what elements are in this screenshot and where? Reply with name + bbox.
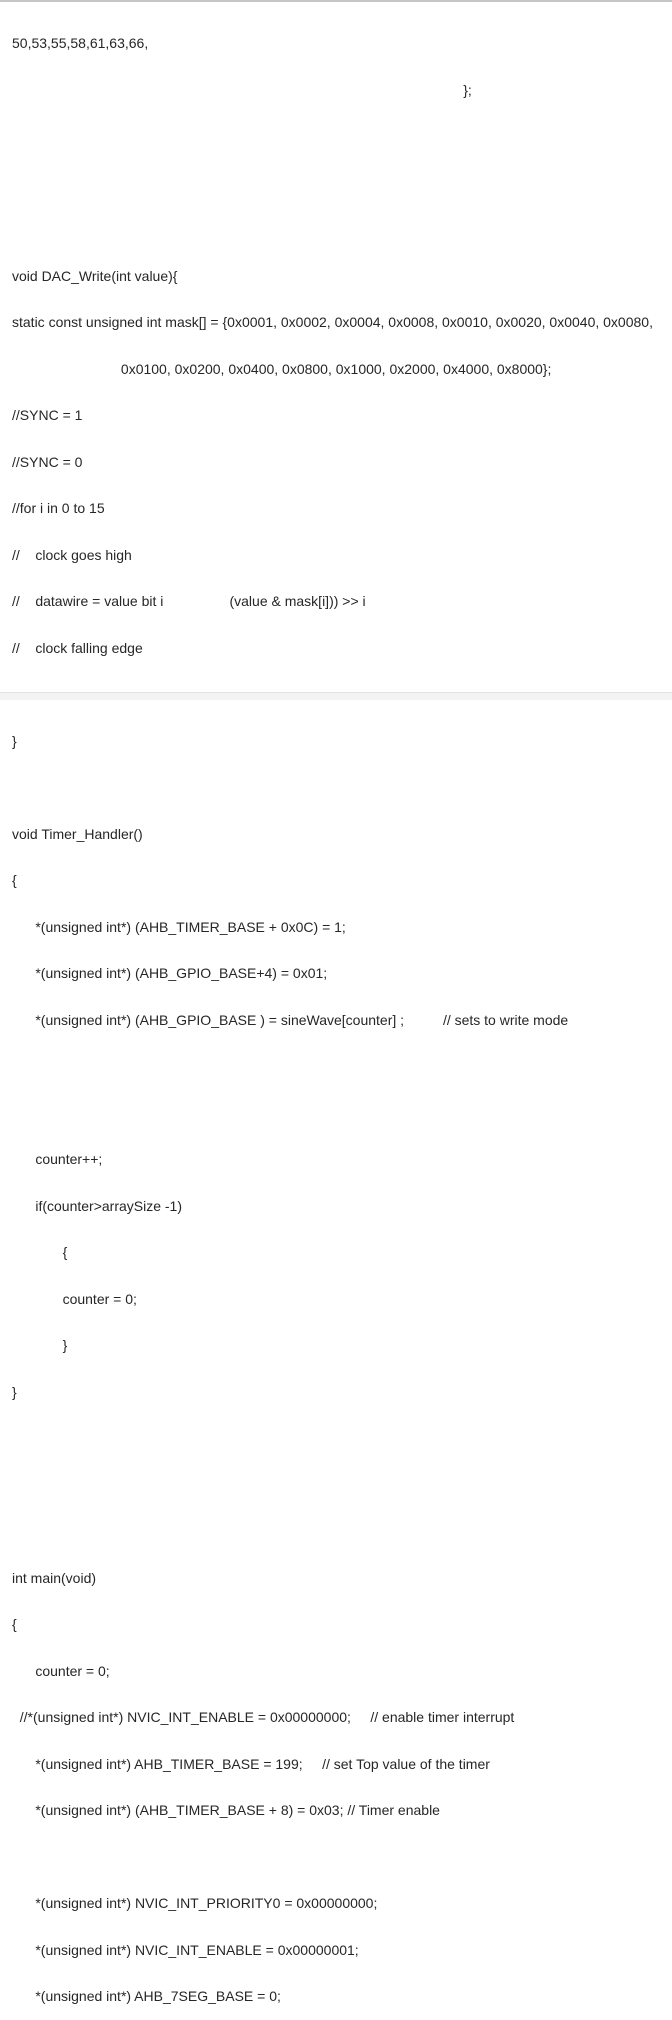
code-line: if(counter>arraySize -1) xyxy=(12,1197,183,1214)
code-line: } xyxy=(12,1337,68,1353)
code-line: { xyxy=(12,1244,68,1260)
code-line: //for i in 0 to 15 xyxy=(12,500,105,516)
code-line: *(unsigned int*) (AHB_TIMER_BASE + 0x0C) = 1; xyxy=(12,918,346,935)
code-line: } xyxy=(12,1383,17,1400)
code-line xyxy=(12,129,672,145)
code-line: // datawire = value bit i (value & mask[i])) >> i xyxy=(12,593,366,609)
code-line xyxy=(12,1059,672,1075)
code-line: counter = 0; xyxy=(12,1290,137,1307)
code-line xyxy=(12,1478,672,1494)
code-line: }; xyxy=(12,81,472,98)
code-line: *(unsigned int*) (AHB_GPIO_BASE ) = sineWave[counter] ; // sets to write mode xyxy=(12,1011,569,1028)
code-line: *(unsigned int*) AHB_TIMER_BASE = 199; // set Top value of the timer xyxy=(12,1755,490,1772)
code-line: static const unsigned int mask[] = {0x0001, 0x0002, 0x0004, 0x0008, 0x0010, 0x0020, 0x0040, 0x0080, xyxy=(12,314,653,330)
code-line: { xyxy=(12,872,17,888)
code-line: *(unsigned int*) NVIC_INT_PRIORITY0 = 0x00000000; xyxy=(12,1895,378,1911)
code-line xyxy=(12,176,672,192)
code-line: *(unsigned int*) AHB_7SEG_BASE = 0; xyxy=(12,1988,281,2004)
code-line: *(unsigned int*) NVIC_INT_ENABLE = 0x00000001; xyxy=(12,1941,359,1958)
window-bottom-edge xyxy=(0,692,672,700)
code-line xyxy=(12,1850,672,1866)
code-line: void DAC_Write(int value){ xyxy=(12,267,178,284)
code-line: //SYNC = 1 xyxy=(12,407,83,423)
code-line: 0x0100, 0x0200, 0x0400, 0x0800, 0x1000, 0x2000, 0x4000, 0x8000}; xyxy=(12,360,552,377)
code-line: *(unsigned int*) (AHB_TIMER_BASE + 8) = 0x03; // Timer enable xyxy=(12,1802,440,1818)
code-line: *(unsigned int*) (AHB_GPIO_BASE+4) = 0x01; xyxy=(12,965,328,981)
code-line: int main(void) xyxy=(12,1569,97,1586)
code-line: counter++; xyxy=(12,1151,103,1167)
code-line: 50,53,55,58,61,63,66, xyxy=(12,35,149,51)
code-line: // clock falling edge xyxy=(12,639,143,656)
code-line: { xyxy=(12,1616,17,1632)
code-line: } xyxy=(12,732,17,749)
code-line: // clock goes high xyxy=(12,546,132,563)
code-line xyxy=(12,1106,672,1122)
code-line: void Timer_Handler() xyxy=(12,825,143,842)
code-line: //SYNC = 0 xyxy=(12,453,83,470)
window-top-edge xyxy=(0,0,672,2)
code-line: //*(unsigned int*) NVIC_INT_ENABLE = 0x00000000; // enable timer interrupt xyxy=(12,1709,515,1725)
code-line xyxy=(12,1524,672,1540)
code-line xyxy=(12,222,672,238)
code-document xyxy=(12,5,672,2020)
code-line: counter = 0; xyxy=(12,1662,110,1679)
code-line xyxy=(12,1431,672,1447)
code-line xyxy=(12,780,672,796)
